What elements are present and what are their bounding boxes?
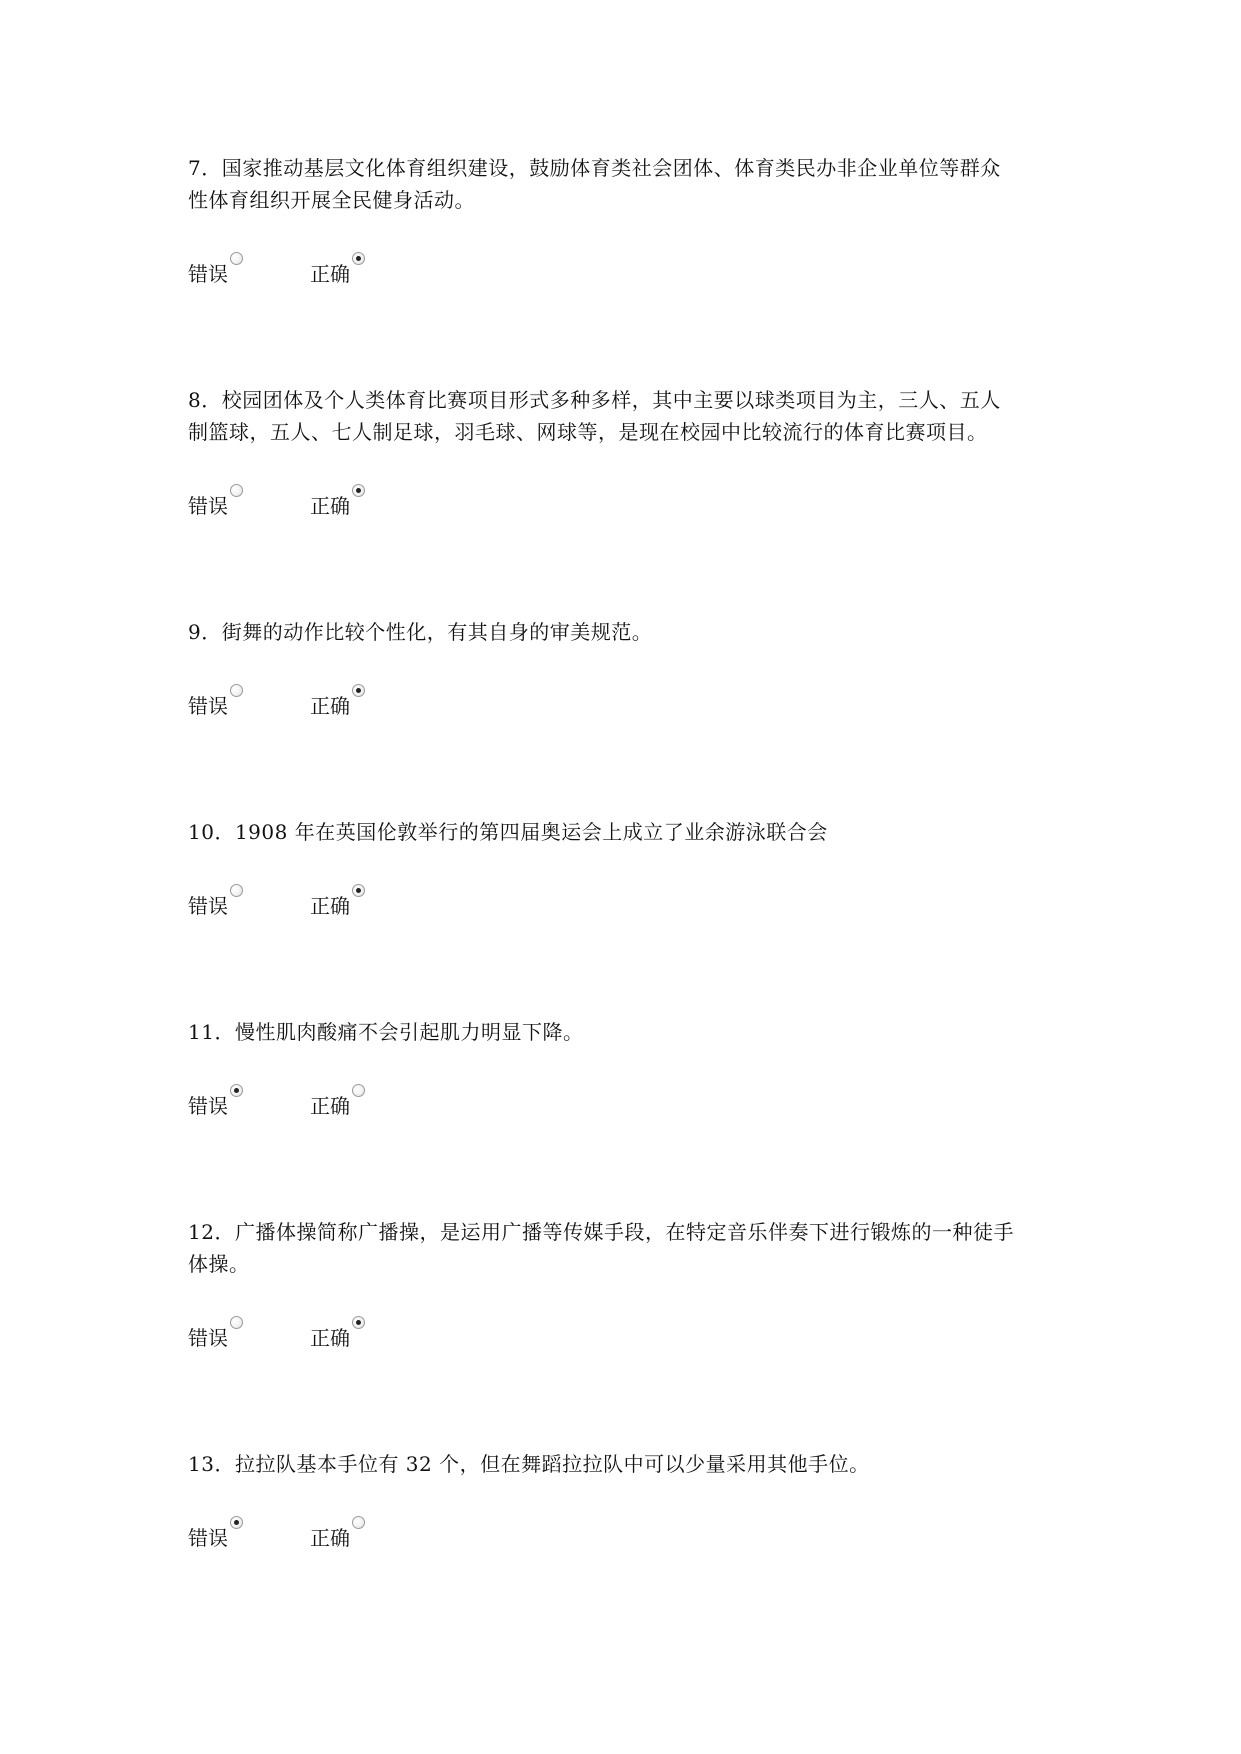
option-wrong[interactable] — [188, 890, 243, 922]
answer-options — [188, 890, 1068, 922]
option-right[interactable] — [310, 890, 365, 922]
answer-options — [188, 258, 1068, 290]
question-text-line-2: 体操。 — [188, 1252, 250, 1276]
radio-wrong-icon[interactable] — [230, 1516, 243, 1529]
question-text-line-1: 12．广播体操简称广播操，是运用广播等传媒手段，在特定音乐伴奏下进行锻炼的一种徒手 — [188, 1220, 1014, 1244]
question-text-line-1: 13．拉拉队基本手位有 32 个，但在舞蹈拉拉队中可以少量采用其他手位。 — [188, 1452, 870, 1476]
question-text — [188, 1016, 1068, 1048]
question-text-line-1: 7．国家推动基层文化体育组织建设，鼓励体育类社会团体、体育类民办非企业单位等群众 — [188, 156, 1001, 180]
option-wrong-label: 错误 — [188, 494, 228, 518]
radio-wrong-icon[interactable] — [230, 684, 243, 697]
question-text — [188, 1448, 1068, 1480]
question-10 — [188, 816, 1068, 922]
question-text — [188, 384, 1068, 448]
answer-options — [188, 490, 1068, 522]
option-wrong-label: 错误 — [188, 1326, 228, 1350]
option-wrong-label: 错误 — [188, 262, 228, 286]
option-wrong[interactable] — [188, 490, 243, 522]
option-wrong[interactable] — [188, 1090, 243, 1122]
option-wrong-label: 错误 — [188, 1526, 228, 1550]
radio-right-icon[interactable] — [352, 1316, 365, 1329]
option-wrong[interactable] — [188, 258, 243, 290]
question-8 — [188, 384, 1068, 522]
question-9 — [188, 616, 1068, 722]
radio-right-icon[interactable] — [352, 1516, 365, 1529]
option-right[interactable] — [310, 1522, 365, 1554]
question-13 — [188, 1448, 1068, 1554]
option-wrong[interactable] — [188, 690, 243, 722]
option-right-label: 正确 — [310, 1094, 350, 1118]
option-right-label: 正确 — [310, 262, 350, 286]
radio-right-icon[interactable] — [352, 684, 365, 697]
option-right[interactable] — [310, 690, 365, 722]
option-right[interactable] — [310, 1090, 365, 1122]
option-wrong[interactable] — [188, 1522, 243, 1554]
answer-options — [188, 690, 1068, 722]
option-right-label: 正确 — [310, 494, 350, 518]
option-right[interactable] — [310, 490, 365, 522]
question-text — [188, 152, 1068, 216]
question-12 — [188, 1216, 1068, 1354]
question-text-line-1: 11．慢性肌肉酸痛不会引起肌力明显下降。 — [188, 1020, 584, 1044]
option-wrong-label: 错误 — [188, 894, 228, 918]
radio-wrong-icon[interactable] — [230, 252, 243, 265]
question-11 — [188, 1016, 1068, 1122]
option-right-label: 正确 — [310, 1326, 350, 1350]
question-text — [188, 1216, 1068, 1280]
radio-wrong-icon[interactable] — [230, 1084, 243, 1097]
radio-wrong-icon[interactable] — [230, 884, 243, 897]
question-text — [188, 616, 1068, 648]
question-text-line-1: 8．校园团体及个人类体育比赛项目形式多种多样，其中主要以球类项目为主，三人、五人 — [188, 388, 1001, 412]
option-right-label: 正确 — [310, 694, 350, 718]
option-right[interactable] — [310, 1322, 365, 1354]
option-right[interactable] — [310, 258, 365, 290]
radio-right-icon[interactable] — [352, 1084, 365, 1097]
option-wrong-label: 错误 — [188, 694, 228, 718]
question-text-line-1: 9．街舞的动作比较个性化，有其自身的审美规范。 — [188, 620, 653, 644]
option-wrong-label: 错误 — [188, 1094, 228, 1118]
question-text-line-1: 10．1908 年在英国伦敦举行的第四届奥运会上成立了业余游泳联合会 — [188, 820, 828, 844]
option-right-label: 正确 — [310, 1526, 350, 1550]
answer-options — [188, 1322, 1068, 1354]
radio-wrong-icon[interactable] — [230, 1316, 243, 1329]
radio-right-icon[interactable] — [352, 484, 365, 497]
radio-wrong-icon[interactable] — [230, 484, 243, 497]
question-text-line-2: 性体育组织开展全民健身活动。 — [188, 188, 475, 212]
radio-right-icon[interactable] — [352, 252, 365, 265]
option-wrong[interactable] — [188, 1322, 243, 1354]
question-text-line-2: 制篮球，五人、七人制足球，羽毛球、网球等，是现在校园中比较流行的体育比赛项目。 — [188, 420, 988, 444]
answer-options — [188, 1090, 1068, 1122]
option-right-label: 正确 — [310, 894, 350, 918]
answer-options — [188, 1522, 1068, 1554]
radio-right-icon[interactable] — [352, 884, 365, 897]
question-text — [188, 816, 1068, 848]
question-7 — [188, 152, 1068, 290]
